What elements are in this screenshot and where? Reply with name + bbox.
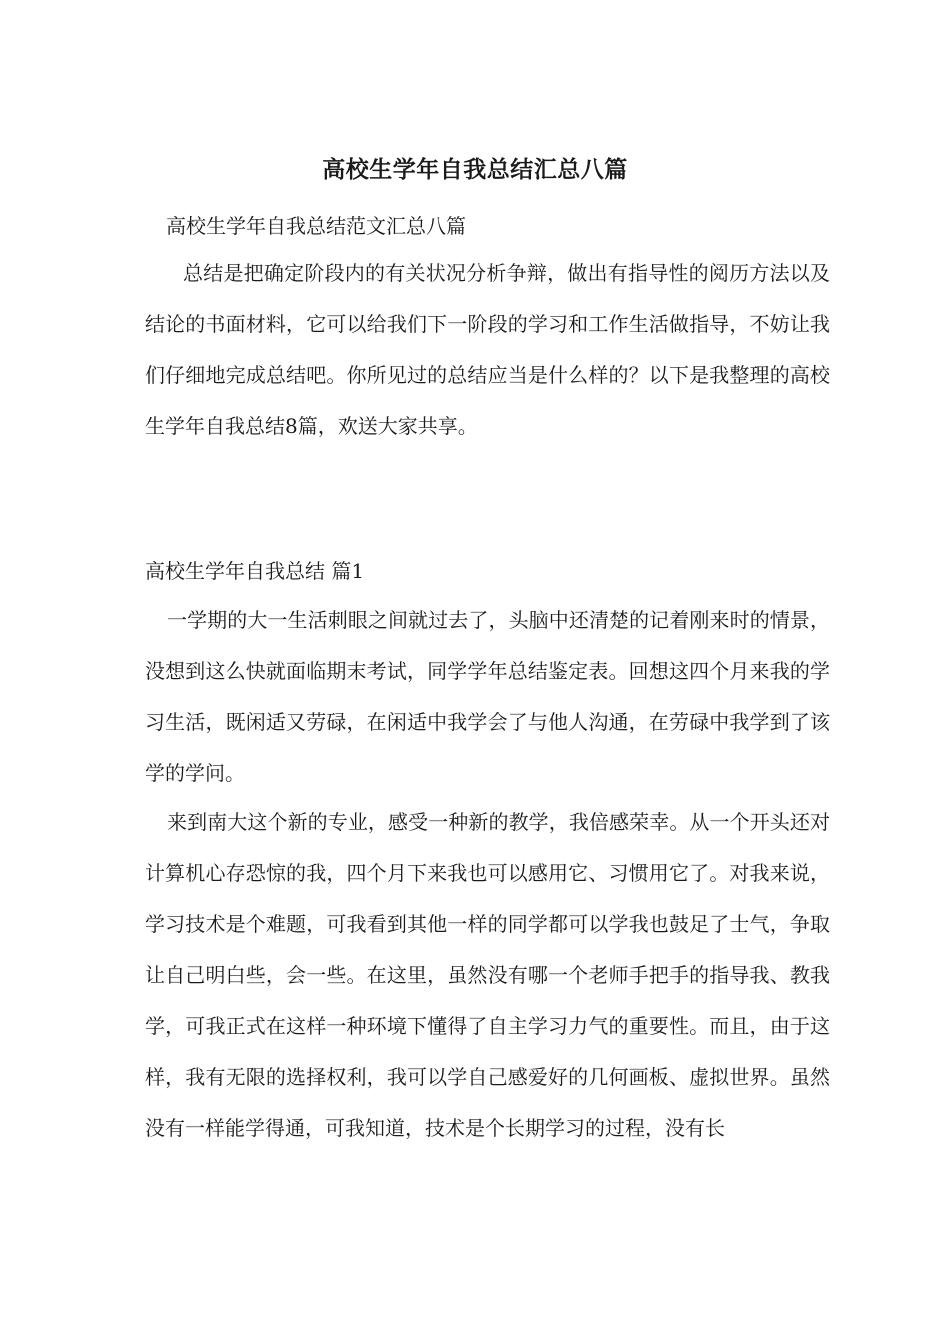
document-subtitle: 高校生学年自我总结范文汇总八篇 [166, 214, 466, 238]
body-paragraph-1: 一学期的大一生活刺眼之间就过去了，头脑中还清楚的记着刚来时的情景，没想到这么快就面临期末考试，同学学年总结鉴定表。回想这四个月来我的学习生活，既闲适又劳碌，在闲适中我学会了与他人沟通，在劳碌中我学到了该学的学问。 [145, 608, 830, 785]
intro-paragraph: 总结是把确定阶段内的有关状况分析争辩，做出有指导性的阅历方法以及结论的书面材料，它可以给我们下一阶段的学习和工作生活做指导，不妨让我们仔细地完成总结吧。你所见过的总结应当是什么样的？以下是我整理的高校生学年自我总结8篇，欢送大家共享。 [145, 261, 830, 438]
section-heading: 高校生学年自我总结 篇1 [145, 559, 365, 583]
document-title: 高校生学年自我总结汇总八篇 [322, 156, 628, 183]
body-paragraph-2: 来到南大这个新的专业，感受一种新的教学，我倍感荣幸。从一个开头还对计算机心存恐惊的我，四个月下来我也可以感用它、习惯用它了。对我来说，学习技术是个难题，可我看到其他一样的同学都可以学我也鼓足了士气，争取让自己明白些，会一些。在这里，虽然没有哪一个老师手把手的指导我、教我学，可我正式在这样一种环境下懂得了自主学习力气的重要性。而且，由于这样，我有无限的选择权利，我可以学自己感爱好的几何画板、虚拟世界。虽然没有一样能学得通，可我知道，技术是个长期学习的过程，没有长 [145, 810, 830, 1140]
